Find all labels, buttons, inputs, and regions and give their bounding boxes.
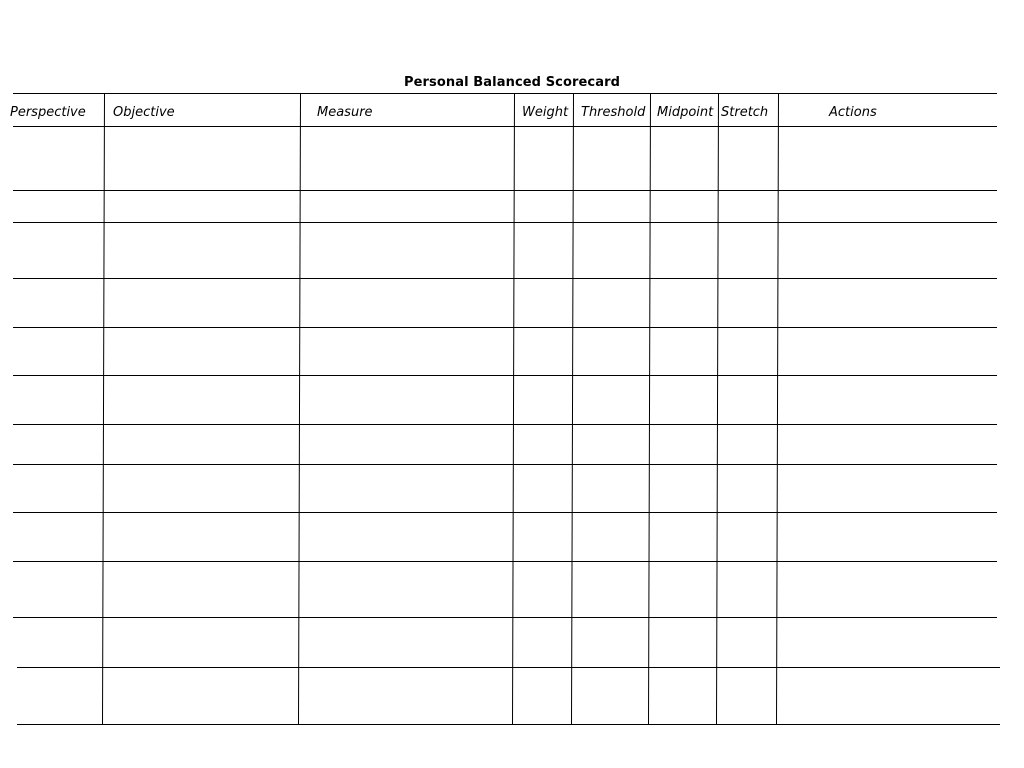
table-cell-objective[interactable] (105, 562, 299, 616)
table-cell-stretch[interactable] (719, 513, 777, 560)
table-cell-measure[interactable] (301, 513, 513, 560)
table-cell-weight[interactable] (515, 618, 572, 666)
table-cell-stretch[interactable] (719, 618, 777, 666)
table-cell-stretch[interactable] (719, 562, 777, 616)
table-cell-midpoint[interactable] (651, 191, 717, 221)
table-cell-objective[interactable] (105, 376, 299, 423)
table-cell-stretch[interactable] (719, 465, 777, 511)
table-cell-perspective[interactable] (14, 425, 103, 463)
table-cell-perspective[interactable] (14, 513, 103, 560)
table-cell-stretch[interactable] (719, 127, 777, 189)
table-cell-midpoint[interactable] (651, 668, 717, 723)
table-cell-threshold[interactable] (574, 279, 649, 326)
table-cell-weight[interactable] (515, 562, 572, 616)
table-cell-objective[interactable] (105, 223, 299, 277)
table-cell-perspective[interactable] (14, 191, 103, 221)
table-cell-midpoint[interactable] (651, 562, 717, 616)
table-cell-measure[interactable] (301, 127, 513, 189)
table-cell-objective[interactable] (105, 191, 299, 221)
table-cell-perspective[interactable] (14, 223, 103, 277)
table-cell-objective[interactable] (105, 425, 299, 463)
table-cell-perspective[interactable] (14, 668, 103, 723)
table-cell-perspective[interactable] (14, 376, 103, 423)
table-cell-perspective[interactable] (14, 562, 103, 616)
table-cell-actions[interactable] (779, 223, 996, 277)
column-header-threshold: Threshold (581, 105, 646, 120)
table-cell-perspective[interactable] (14, 618, 103, 666)
table-cell-actions[interactable] (779, 328, 996, 374)
table-cell-perspective[interactable] (14, 279, 103, 326)
table-cell-midpoint[interactable] (651, 376, 717, 423)
table-cell-midpoint[interactable] (651, 127, 717, 189)
table-cell-measure[interactable] (301, 223, 513, 277)
table-cell-weight[interactable] (515, 376, 572, 423)
table-cell-midpoint[interactable] (651, 328, 717, 374)
column-header-perspective: Perspective (10, 105, 86, 120)
table-cell-measure[interactable] (301, 618, 513, 666)
table-cell-actions[interactable] (779, 127, 996, 189)
table-cell-actions[interactable] (779, 279, 996, 326)
column-header-objective: Objective (113, 105, 175, 120)
table-cell-perspective[interactable] (14, 328, 103, 374)
column-header-midpoint: Midpoint (657, 105, 714, 120)
table-cell-measure[interactable] (301, 668, 513, 723)
table-cell-actions[interactable] (779, 425, 996, 463)
table-cell-weight[interactable] (515, 223, 572, 277)
table-cell-midpoint[interactable] (651, 513, 717, 560)
table-cell-weight[interactable] (515, 191, 572, 221)
table-cell-midpoint[interactable] (651, 279, 717, 326)
table-cell-weight[interactable] (515, 279, 572, 326)
column-header-weight: Weight (522, 105, 569, 120)
table-cell-actions[interactable] (779, 618, 996, 666)
table-cell-threshold[interactable] (574, 618, 649, 666)
table-cell-measure[interactable] (301, 425, 513, 463)
table-cell-weight[interactable] (515, 328, 572, 374)
table-cell-actions[interactable] (779, 376, 996, 423)
table-cell-weight[interactable] (515, 513, 572, 560)
table-cell-measure[interactable] (301, 376, 513, 423)
column-header-actions: Actions (829, 105, 877, 120)
table-cell-threshold[interactable] (574, 513, 649, 560)
table-cell-objective[interactable] (105, 279, 299, 326)
table-cell-stretch[interactable] (719, 191, 777, 221)
table-cell-objective[interactable] (105, 465, 299, 511)
table-cell-stretch[interactable] (719, 223, 777, 277)
table-cell-actions[interactable] (779, 465, 996, 511)
table-rule (17, 724, 1000, 725)
table-cell-measure[interactable] (301, 328, 513, 374)
table-cell-objective[interactable] (105, 127, 299, 189)
table-cell-stretch[interactable] (719, 376, 777, 423)
column-header-stretch: Stretch (721, 105, 769, 120)
table-cell-measure[interactable] (301, 191, 513, 221)
table-cell-weight[interactable] (515, 127, 572, 189)
table-cell-objective[interactable] (105, 513, 299, 560)
table-cell-measure[interactable] (301, 562, 513, 616)
table-cell-threshold[interactable] (574, 668, 649, 723)
table-cell-threshold[interactable] (574, 223, 649, 277)
table-cell-stretch[interactable] (719, 668, 777, 723)
table-cell-stretch[interactable] (719, 425, 777, 463)
table-cell-midpoint[interactable] (651, 425, 717, 463)
table-rule (13, 93, 997, 94)
table-cell-midpoint[interactable] (651, 618, 717, 666)
table-cell-threshold[interactable] (574, 376, 649, 423)
table-cell-stretch[interactable] (719, 279, 777, 326)
column-header-measure: Measure (317, 105, 373, 120)
table-cell-objective[interactable] (105, 668, 299, 723)
table-cell-threshold[interactable] (574, 328, 649, 374)
table-cell-midpoint[interactable] (651, 223, 717, 277)
table-cell-weight[interactable] (515, 465, 572, 511)
table-cell-threshold[interactable] (574, 562, 649, 616)
table-cell-midpoint[interactable] (651, 465, 717, 511)
table-cell-threshold[interactable] (574, 425, 649, 463)
table-cell-actions[interactable] (779, 562, 996, 616)
table-cell-threshold[interactable] (574, 127, 649, 189)
table-cell-threshold[interactable] (574, 465, 649, 511)
table-cell-weight[interactable] (515, 425, 572, 463)
table-cell-actions[interactable] (779, 668, 996, 723)
table-cell-stretch[interactable] (719, 328, 777, 374)
table-cell-weight[interactable] (515, 668, 572, 723)
table-cell-objective[interactable] (105, 328, 299, 374)
table-cell-perspective[interactable] (14, 127, 103, 189)
table-cell-objective[interactable] (105, 618, 299, 666)
table-cell-measure[interactable] (301, 465, 513, 511)
page-title: Personal Balanced Scorecard (403, 75, 621, 90)
table-cell-measure[interactable] (301, 279, 513, 326)
table-cell-actions[interactable] (779, 513, 996, 560)
table-cell-perspective[interactable] (14, 465, 103, 511)
table-cell-threshold[interactable] (574, 191, 649, 221)
table-cell-actions[interactable] (779, 191, 996, 221)
